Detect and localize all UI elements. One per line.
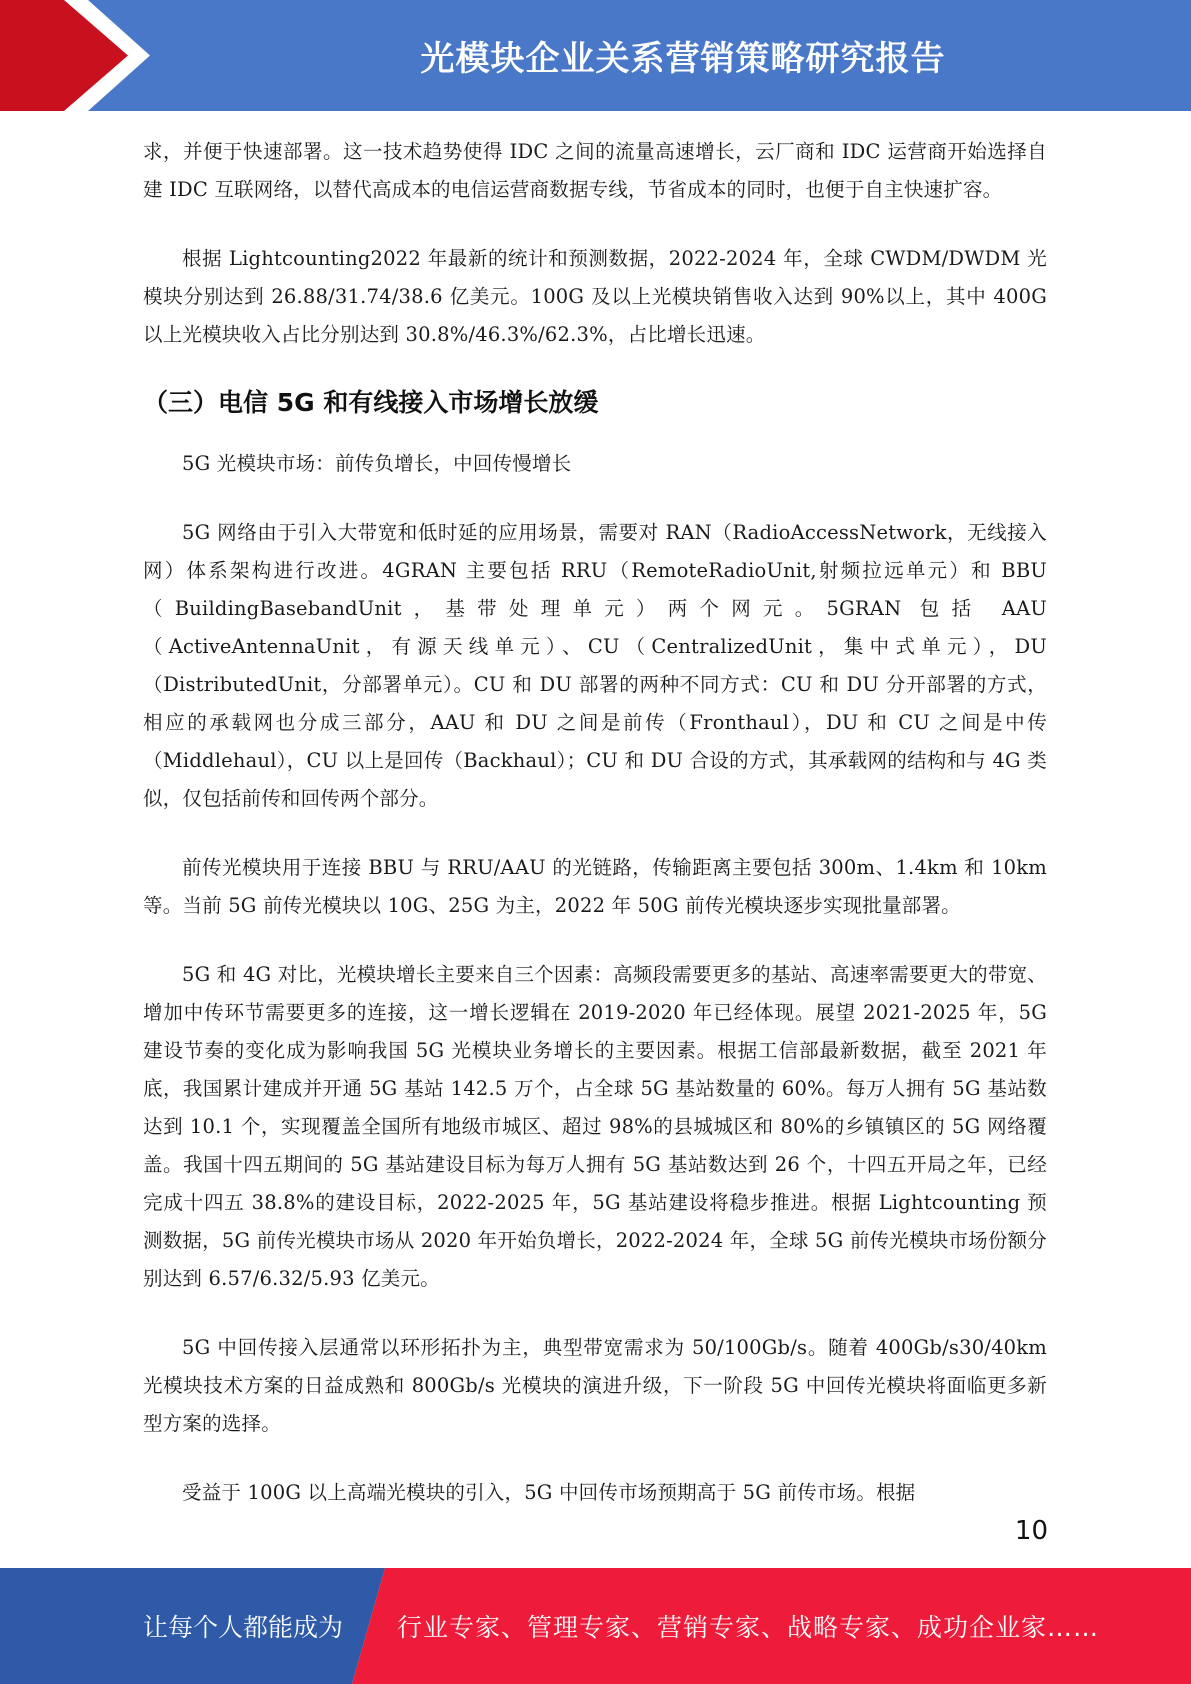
paragraph: 5G 网络由于引入大带宽和低时延的应用场景，需要对 RAN（RadioAccessNetwork，无线接入网）体系架构进行改进。4GRAN 主要包括 RRU（RemoteRadioUnit,射频拉远单元）和 BBU（BuildingBasebandUnit，基带处理单元）两个网元。5GRAN 包括 AAU（ActiveAntennaUnit，有源天线单元）、CU（CentralizedUnit，集中式单元），DU（DistributedUnit，分部署单元）。CU 和 DU 部署的两种不同方式：CU 和 DU 分开部署的方式，相应的承载网也分成三部分，AAU 和 DU 之间是前传（Fronthaul），DU 和 CU 之间是中传（Middlehaul），CU 以上是回传（Backhaul）；CU 和 DU 合设的方式，其承载网的结构和与 4G 类似，仅包括前传和回传两个部分。 (143, 521, 1047, 810)
page-number: 10 (1014, 1516, 1048, 1546)
page-footer (0, 1568, 1191, 1684)
footer-slogan-left: 让每个人都能成为 (143, 1613, 344, 1642)
paragraph: 5G 和 4G 对比，光模块增长主要来自三个因素：高频段需要更多的基站、高速率需要更大的带宽、增加中传环节需要更多的连接，这一增长逻辑在 2019-2020 年已经体现。展望 2021-2025 年，5G 建设节奏的变化成为影响我国 5G 光模块业务增长的主要因素。根据工信部最新数据，截至 2021 年底，我国累计建成并开通 5G 基站 142.5 万个，占全球 5G 基站数量的 60%。每万人拥有 5G 基站数达到 10.1 个，实现覆盖全国所有地级市城区、超过 98%的县城城区和 80%的乡镇镇区的 5G 网络覆盖。我国十四五期间的 5G 基站建设目标为每万人拥有 5G 基站数达到 26 个，十四五开局之年，已经完成十四五 38.8%的建设目标，2022-2025 年，5G 基站建设将稳步推进。根据 Lightcounting 预测数据，5G 前传光模块市场从 2020 年开始负增长，2022-2024 年，全球 5G 前传光模块市场份额分别达到 6.57/6.32/5.93 亿美元。 (143, 963, 1047, 1290)
paragraph: 前传光模块用于连接 BBU 与 RRU/AAU 的光链路，传输距离主要包括 300m、1.4km 和 10km 等。当前 5G 前传光模块以 10G、25G 为主，2022 年 50G 前传光模块逐步实现批量部署。 (143, 856, 1047, 917)
document-body (143, 133, 1047, 1512)
page-header (0, 0, 1191, 111)
report-title: 光模块企业关系营销策略研究报告 (420, 39, 946, 79)
paragraph: 根据 Lightcounting2022 年最新的统计和预测数据，2022-2024 年，全球 CWDM/DWDM 光模块分别达到 26.88/31.74/38.6 亿美元。100G 及以上光模块销售收入达到 90%以上，其中 400G 以上光模块收入占比分别达到 30.8%/46.3%/62.3%，占比增长迅速。 (143, 247, 1047, 346)
paragraph: 5G 光模块市场：前传负增长，中回传慢增长 (182, 452, 572, 475)
paragraph: 求，并便于快速部署。这一技术趋势使得 IDC 之间的流量高速增长，云厂商和 IDC 运营商开始选择自建 IDC 互联网络，以替代高成本的电信运营商数据专线，节省成本的同时，也便于自主快速扩容。 (143, 140, 1047, 201)
paragraph: 受益于 100G 以上高端光模块的引入，5G 中回传市场预期高于 5G 前传市场。根据 (182, 1481, 916, 1504)
footer-slogan-right: 行业专家、管理专家、营销专家、战略专家、成功企业家…… (397, 1613, 1100, 1642)
section-heading: （三）电信 5G 和有线接入市场增长放缓 (143, 388, 599, 417)
paragraph: 5G 中回传接入层通常以环形拓扑为主，典型带宽需求为 50/100Gb/s。随着 400Gb/s30/40km 光模块技术方案的日益成熟和 800Gb/s 光模块的演进升级，下一阶段 5G 中回传光模块将面临更多新型方案的选择。 (143, 1336, 1047, 1435)
